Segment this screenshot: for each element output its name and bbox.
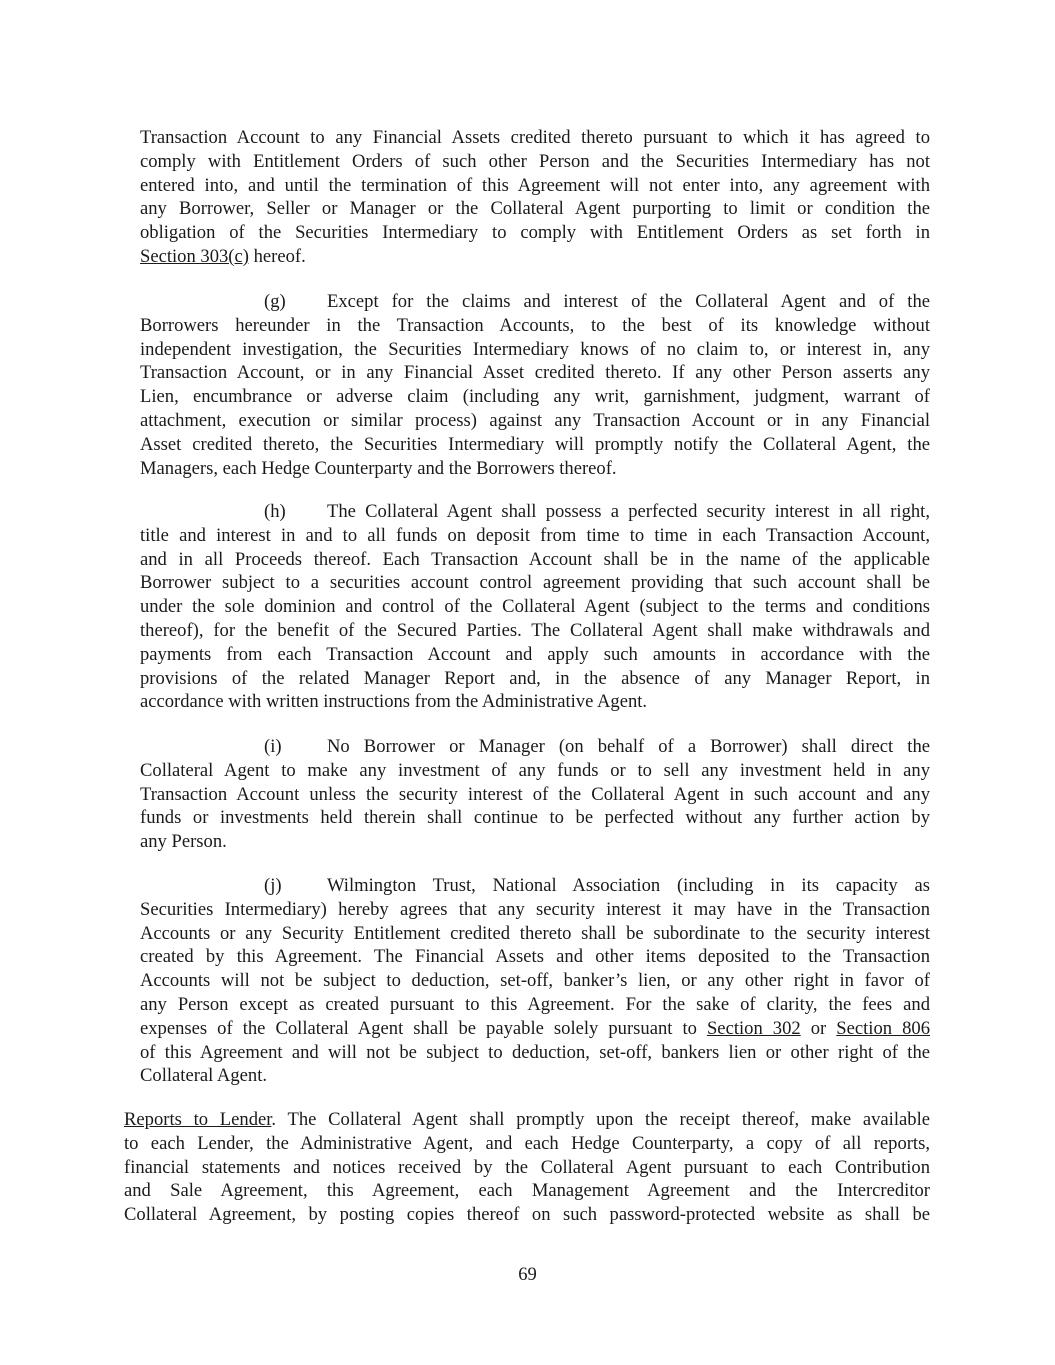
text-line: Collateral Agent to make any investment of any funds or to sell any investment held in any xyxy=(140,759,930,781)
text-line: Transaction Account, or in any Financial Asset credited thereto. If any other Person asserts any xyxy=(140,362,930,384)
text-fragment: . The Collateral Agent shall promptly upon the receipt thereof, make available xyxy=(271,1109,930,1130)
text-line: title and interest in and to all funds on deposit from time to time in each Transaction Account, xyxy=(140,524,930,546)
text-line: payments from each Transaction Account and apply such amounts in accordance with the xyxy=(140,643,930,665)
section-heading: Reports to Lender xyxy=(124,1109,272,1130)
text-line: of this Agreement and will not be subject to deduction, set-off, bankers lien or other right of the xyxy=(140,1041,930,1063)
text-fragment: The Collateral Agent shall possess a perfected security interest in all right, xyxy=(327,501,930,522)
text-line: Asset credited thereto, the Securities Intermediary will promptly notify the Collateral Agent, the xyxy=(140,433,930,455)
paragraph-g xyxy=(140,290,930,480)
section-reference-link: Section 806 xyxy=(836,1017,930,1039)
text-line: Managers, each Hedge Counterparty and the Borrowers thereof. xyxy=(140,457,617,479)
paragraph-label: (i) xyxy=(264,736,282,757)
text-line: accordance with written instructions from the Administrative Agent. xyxy=(140,691,648,713)
text-line xyxy=(140,1017,930,1041)
page-number: 69 xyxy=(518,1264,537,1285)
text-line: created by this Agreement. The Financial Assets and other items deposited to the Transaction xyxy=(140,946,930,968)
paragraph-label: (h) xyxy=(264,501,286,522)
section-reference-link: Section 302 xyxy=(706,1017,801,1039)
text-line: under the sole dominion and control of the Collateral Agent (subject to the terms and conditions xyxy=(140,596,930,618)
text-line: any Borrower, Seller or Manager or the Collateral Agent purporting to limit or condition the xyxy=(140,198,930,220)
paragraph-f-continued xyxy=(140,126,930,269)
text-fragment: No Borrower or Manager (on behalf of a Borrower) shall direct the xyxy=(327,736,930,757)
text-line: independent investigation, the Securities Intermediary knows of no claim to, or interest in, any xyxy=(140,338,930,360)
text-fragment: Except for the claims and interest of the Collateral Agent and of the xyxy=(327,291,930,312)
text-fragment: or xyxy=(800,1017,837,1039)
text-line: Collateral Agreement, by posting copies thereof on such password-protected website as shall be xyxy=(124,1204,930,1226)
text-line: provisions of the related Manager Report and, in the absence of any Manager Report, in xyxy=(140,667,930,689)
paragraph-i xyxy=(140,735,930,854)
text-line: to each Lender, the Administrative Agent, and each Hedge Counterparty, a copy of all reports, xyxy=(124,1132,930,1154)
text-line: Borrower subject to a securities account control agreement providing that such account shall be xyxy=(140,572,930,594)
text-line: Transaction Account to any Financial Assets credited thereto pursuant to which it has agreed to xyxy=(140,127,930,148)
text-line xyxy=(124,1108,930,1132)
text-line xyxy=(140,245,930,269)
text-line: any Person except as created pursuant to this Agreement. For the sake of clarity, the fees and xyxy=(140,993,930,1015)
text-fragment: expenses of the Collateral Agent shall be payable solely pursuant to xyxy=(140,1017,707,1039)
text-line: Lien, encumbrance or adverse claim (including any writ, garnishment, judgment, warrant of xyxy=(140,386,930,408)
text-line xyxy=(140,500,930,524)
text-fragment: hereof. xyxy=(248,245,306,267)
text-line: Collateral Agent. xyxy=(140,1065,268,1087)
text-line: Securities Intermediary) hereby agrees that any security interest it may have in the Transaction xyxy=(140,898,930,920)
text-line: Accounts will not be subject to deduction, set-off, banker’s lien, or any other right in favor of xyxy=(140,970,930,992)
text-line: funds or investments held therein shall continue to be perfected without any further action by xyxy=(140,807,930,829)
text-line xyxy=(140,290,930,314)
paragraph-reports-to-lender xyxy=(124,1108,930,1227)
text-line: and in all Proceeds thereof. Each Transaction Account shall be in the name of the applicable xyxy=(140,548,930,570)
paragraph-label: (j) xyxy=(264,875,282,896)
text-line: Accounts or any Security Entitlement credited thereto shall be subordinate to the security interest xyxy=(140,922,930,944)
text-line: and Sale Agreement, this Agreement, each Management Agreement and the Intercreditor xyxy=(124,1180,930,1202)
text-line: obligation of the Securities Intermediary to comply with Entitlement Orders as set forth in xyxy=(140,222,930,244)
paragraph-h xyxy=(140,500,930,714)
text-line: attachment, execution or similar process) against any Transaction Account or in any Financial xyxy=(140,409,930,431)
section-reference-link: Section 303(c) xyxy=(140,245,249,267)
text-line: Borrowers hereunder in the Transaction Accounts, to the best of its knowledge without xyxy=(140,314,930,336)
text-line: Transaction Account unless the security interest of the Collateral Agent in such account and any xyxy=(140,783,930,805)
text-line xyxy=(140,874,930,898)
text-line: any Person. xyxy=(140,831,227,853)
text-line xyxy=(140,735,930,759)
text-fragment: Wilmington Trust, National Association (including in its capacity as xyxy=(327,875,930,896)
paragraph-j xyxy=(140,874,930,1088)
text-line: entered into, and until the termination of this Agreement will not enter into, any agreement with xyxy=(140,174,930,196)
text-line: financial statements and notices received by the Collateral Agent pursuant to each Contribution xyxy=(124,1156,930,1178)
text-line: thereof), for the benefit of the Secured Parties. The Collateral Agent shall make withdrawals and xyxy=(140,619,930,641)
text-line: comply with Entitlement Orders of such other Person and the Securities Intermediary has not xyxy=(140,150,930,172)
paragraph-label: (g) xyxy=(264,291,286,312)
